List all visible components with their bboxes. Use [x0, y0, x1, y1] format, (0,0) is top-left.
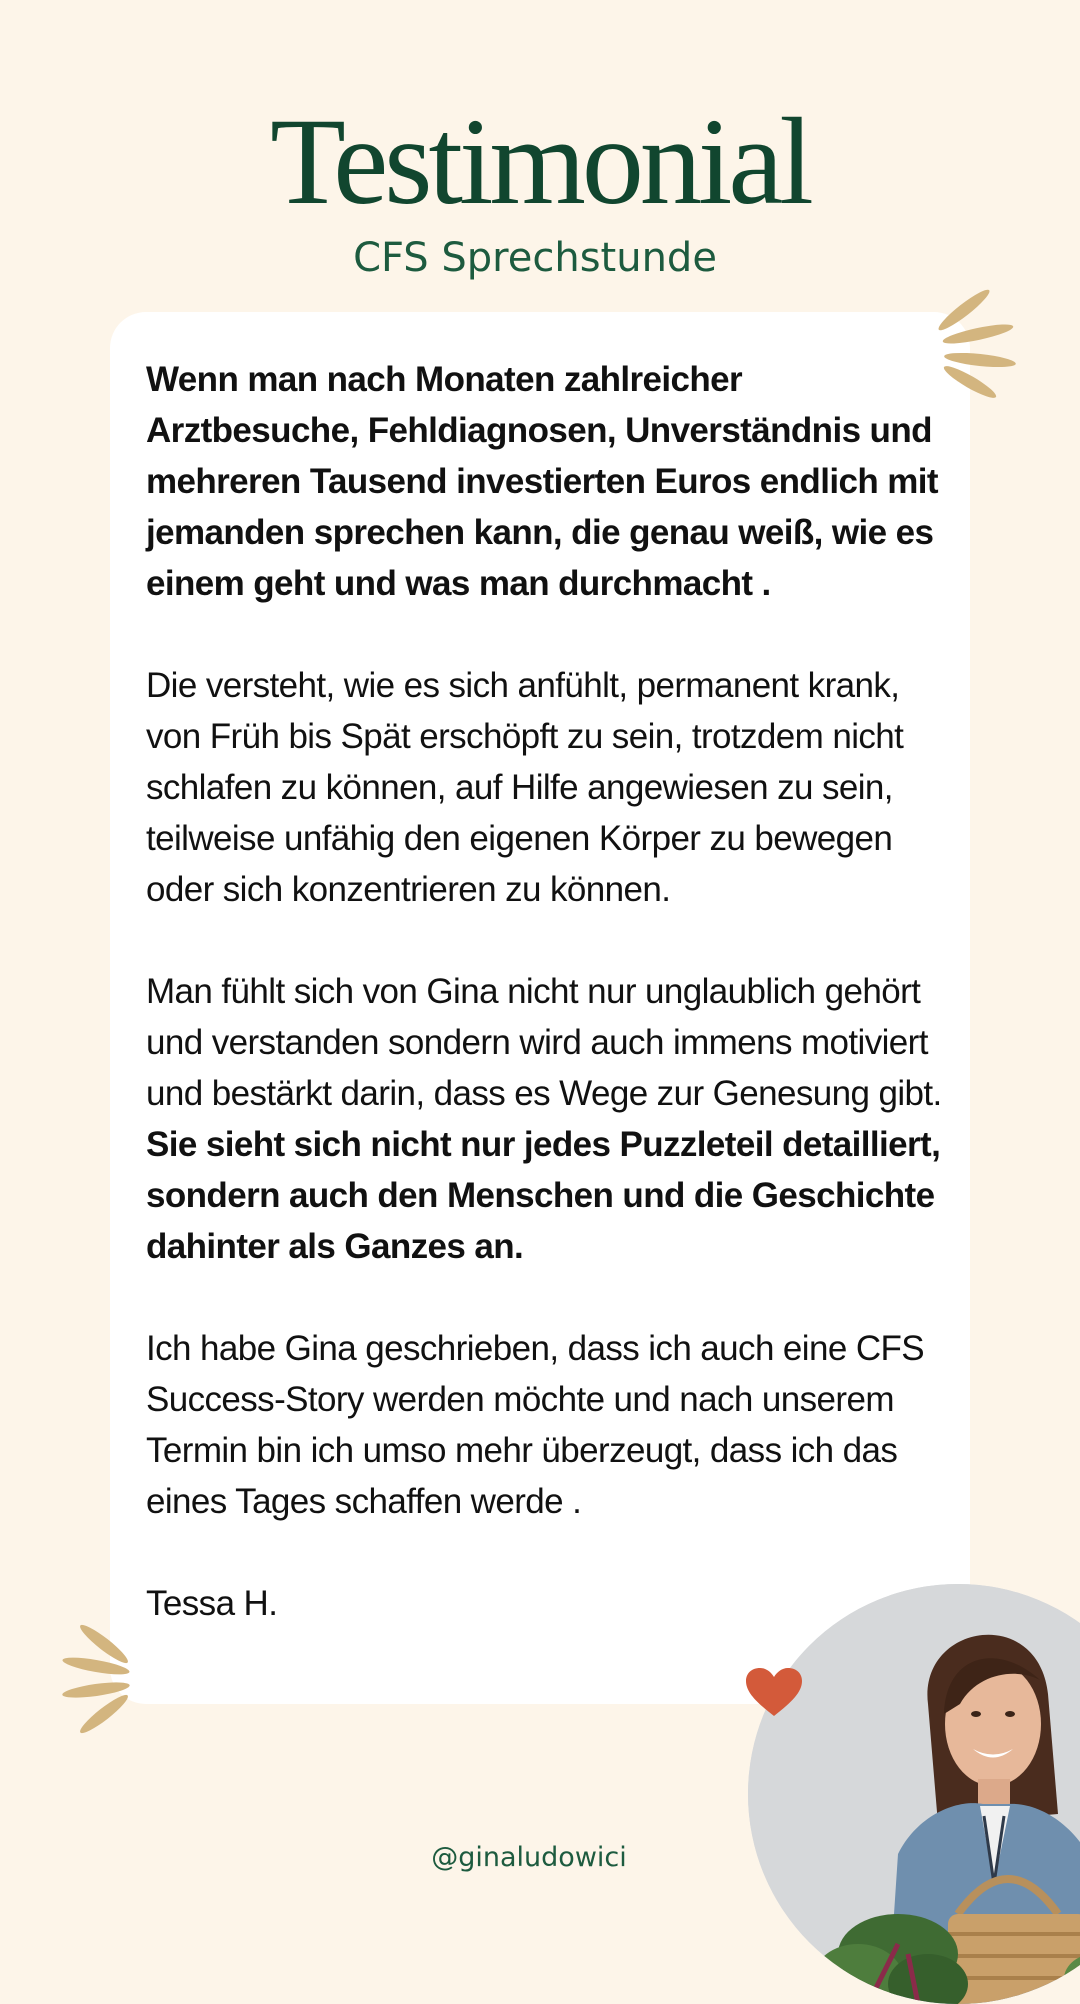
testimonial-signature: Tessa H.: [146, 1584, 278, 1623]
sparkle-burst-icon: [60, 1620, 144, 1738]
testimonial-paragraph-3-bold: Sie sieht sich nicht nur jedes Puzzleteil detailliert, sondern auch den Menschen und die Geschichte dahinter als Ganzes an.: [146, 1125, 941, 1266]
testimonial-paragraph-3: [146, 966, 946, 1272]
testimonial-intro: Wenn man nach Monaten zahlreicher Arztbesuche, Fehldiagnosen, Unverständnis und mehreren Tausend investierten Euros endlich mit jemanden sprechen kann, die genau weiß, wie es einem geht und was man durchmacht .: [146, 360, 938, 603]
social-handle: @ginaludowici: [431, 1842, 627, 1873]
testimonial-paragraph-3-regular: Man fühlt sich von Gina nicht nur unglaublich gehört und verstanden sondern wird auch immens motiviert und bestärkt darin, dass es Wege zur Genesung gibt.: [146, 972, 942, 1113]
testimonial-text: [146, 354, 946, 1629]
testimonial-paragraph-2: Die versteht, wie es sich anfühlt, permanent krank, von Früh bis Spät erschöpft zu sein, trotzdem nicht schlafen zu können, auf Hilfe angewiesen zu sein, teilweise unfähig den eigenen Körper zu bewegen oder sich konzentrieren zu können.: [146, 666, 904, 909]
page-title: Testimonial: [270, 93, 810, 230]
sparkle-burst-icon: [930, 286, 1020, 404]
heart-icon: [746, 1668, 802, 1718]
page-subtitle: CFS Sprechstunde: [353, 235, 717, 281]
testimonial-paragraph-4: Ich habe Gina geschrieben, dass ich auch eine CFS Success-Story werden möchte und nach unserem Termin bin ich umso mehr überzeugt, dass ich das eines Tages schaffen werde .: [146, 1329, 925, 1521]
